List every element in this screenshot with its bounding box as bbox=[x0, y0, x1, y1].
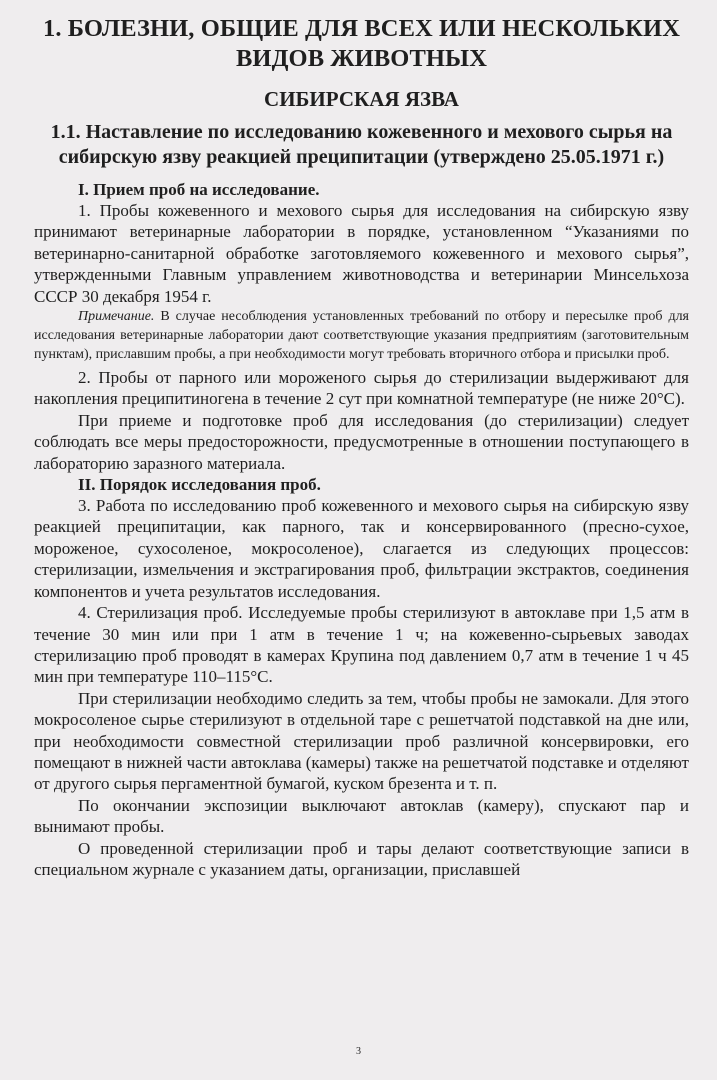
paragraph-4: 3. Работа по исследованию проб кожевенного и мехового сырья на сибирскую язву реакцией преципитации, как парного, так и консервированного (пресно-сухое, мороженое, сухосоленое, мокросоленое), слагается из следующих процессов: стерилизации, измельчения и экстрагирования проб, фильтрации экстрактов, соединения компонентов и учета результатов исследования. bbox=[34, 496, 689, 601]
section-title: 1.1. Наставление по исследованию кожевенного и мехового сырья на сибирскую язву реакцией преципитации (утверждено 25.05.1971 г.) bbox=[50, 121, 673, 168]
paragraph-6: При стерилизации необходимо следить за тем, чтобы пробы не замокали. Для этого мокросоленое сырье стерилизуют в отдельной таре с решетчатой подставкой на дне или, при необходимости совместной стерилизации проб различной консервировки, его помещают в нижней части автоклава (камеры) также на решетчатой подставке и отделяют от другого сырья пергаментной бумагой, куском брезента и т. п. bbox=[34, 688, 689, 794]
paragraph-8: О проведенной стерилизации проб и тары делают соответствующие записи в специальном журнале с указанием даты, организации, приславшей bbox=[34, 838, 689, 879]
paragraph-5: 4. Стерилизация проб. Исследуемые пробы стерилизуют в автоклаве при 1,5 атм в течение 30 мин или при 1 атм в течение 1 ч; на кожевенно-сырьевых заводах стерилизацию проб проводят в камерах Крупина под давлением 0,7 атм в течение 1 ч 45 мин при температуре 110–115°С. bbox=[34, 603, 689, 687]
paragraph-7: По окончании экспозиции выключают автоклав (камеру), спускают пар и вынимают пробы. bbox=[34, 795, 689, 837]
chapter-title: 1. БОЛЕЗНИ, ОБЩИЕ ДЛЯ ВСЕХ ИЛИ НЕСКОЛЬКИХ ВИДОВ ЖИВОТНЫХ bbox=[42, 15, 680, 72]
part2-heading: II. Порядок исследования проб. bbox=[78, 475, 321, 495]
part1-heading: I. Прием проб на исследование. bbox=[78, 180, 320, 199]
page-number: 3 bbox=[356, 1046, 361, 1057]
paragraph-3: При приеме и подготовке проб для исследования (до стерилизации) следует соблюдать все меры предосторожности, предусмотренные в отношении поступающего в лабораторию заразного материала. bbox=[34, 410, 689, 473]
note bbox=[34, 307, 689, 364]
note-label: Примечание. bbox=[78, 309, 155, 325]
disease-title: СИБИРСКАЯ ЯЗВА bbox=[264, 87, 459, 111]
paragraph-1: 1. Пробы кожевенного и мехового сырья для исследования на сибирскую язву принимают ветеринарные лаборатории в порядке, установленном “Указаниями по ветеринарно-санитарной обработке заготовляемого кожевенного и мехового сырья”, утвержденными Главным управлением животноводства и ветеринарии Минсельхоза СССР 30 декабря 1954 г. bbox=[34, 201, 689, 306]
paragraph-2: 2. Пробы от парного или мороженого сырья до стерилизации выдерживают для накопления преципитиногена в течение 2 сут при комнатной температуре (не ниже 20°С). bbox=[34, 368, 689, 409]
note-text: В случае несоблюдения установленных требований по отбору и пересылке проб для исследования ветеринарные лаборатории дают соответствующие указания предприятиям (заготовительным пунктам), приславшим пробы, а при необходимости могут требовать вторичного отбора и присылки проб. bbox=[34, 309, 689, 363]
